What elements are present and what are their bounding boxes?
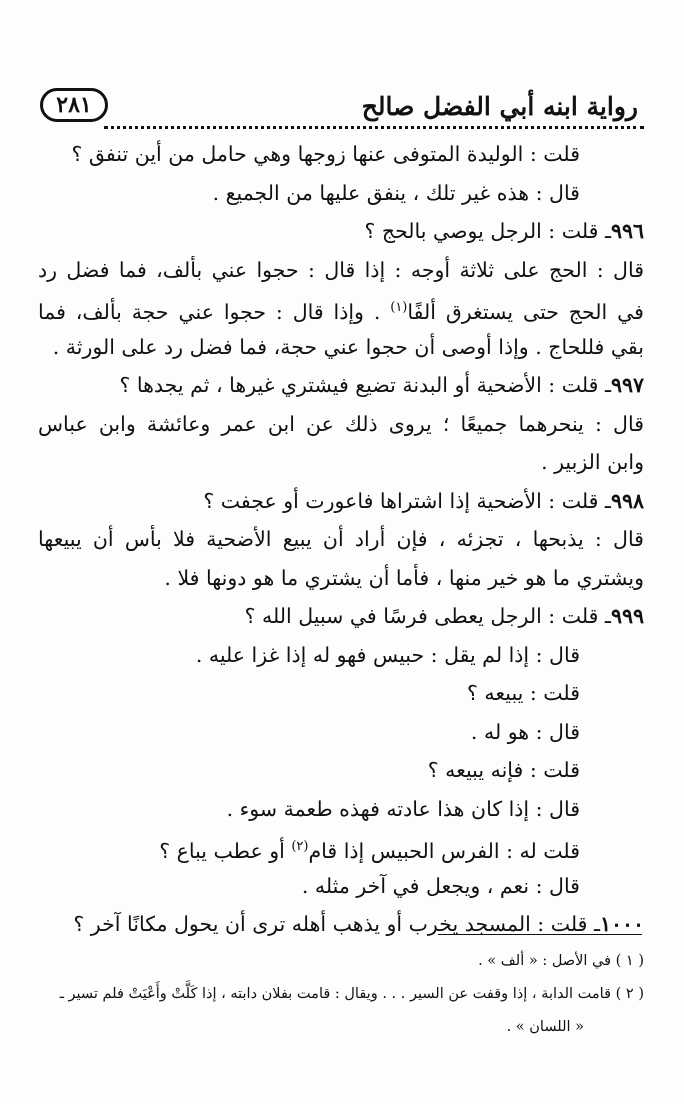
text-line (38, 294, 644, 333)
footnote: « اللسان » . (506, 1019, 584, 1035)
header-divider (104, 126, 644, 129)
question-heading (38, 371, 644, 410)
footnote: ( ١ ) في الأصل : « ألف » . (478, 953, 644, 969)
text-line: قال : هذه غير تلك ، ينفق عليها من الجميع . (212, 180, 580, 205)
running-title: رواية ابنه أبي الفضل صالح (361, 92, 638, 121)
footnotes (38, 950, 644, 1049)
text-line: قلت : فإنه يبيعه ؟ (427, 758, 580, 782)
text-line: قال : نعم ، ويجعل في آخر مثله . (301, 873, 580, 898)
text-line: ويشتري ما هو خير منها ، فأما أن يشتري ما هو دونها فلا . (164, 565, 644, 590)
question-text: ـ قلت : الرجل يوصي بالحج ؟ (364, 219, 611, 243)
text-line: قلت : الوليدة المتوفى عنها زوجها وهي حامل من أين تنفق ؟ (71, 142, 580, 166)
footnote-marker: (١) (390, 300, 408, 315)
main-text (38, 140, 644, 949)
question-text: ـ قلت : الرجل يعطى فرسًا في سبيل الله ؟ (244, 604, 611, 628)
footnote-divider (438, 934, 642, 935)
page-header (40, 86, 644, 130)
text-line: قال : إذا كان هذا عادته فهذه طعمة سوء . (226, 796, 580, 821)
text-line: بقي فللحاج . وإذا أوصى أن حجوا عني حجة، فما فضل رد على الورثة . (52, 334, 644, 359)
text-fragment: قلت له : الفرس الحبيس إذا قام (308, 838, 580, 863)
question-number: ٩٩٧ (610, 373, 644, 397)
footnote: ( ٢ ) قامت الدابة ، إذا وقفت عن السير . . . ويقال : قامت بفلان دابته ، إذا كَلَّتْ وأَعْيَتْ فلم تسير ـ (59, 986, 644, 1002)
question-heading (38, 217, 644, 256)
text-line: وابن الزبير . (541, 450, 644, 474)
question-number: ٩٩٩ (610, 604, 644, 628)
text-fragment: . وإذا قال : حجوا عني حجة بألف، فما (38, 299, 391, 324)
question-number: ٩٩٦ (610, 219, 644, 243)
text-line: قال : الحج على ثلاثة أوجه : إذا قال : حجوا عني بألف، فما فضل رد (38, 257, 644, 282)
text-line: قال : هو له . (470, 719, 580, 744)
text-fragment: أو عطب يباع ؟ (159, 838, 292, 863)
question-text: ـ قلت : الأضحية أو البدنة تضيع فيشتري غيرها ، ثم يجدها ؟ (119, 373, 611, 397)
page-number-badge: ٢٨١ (40, 88, 108, 122)
question-number: ١٠٠٠ (599, 912, 644, 936)
question-heading (38, 910, 644, 949)
text-line: قال : يذبحها ، تجزئه ، فإن أراد أن يبيع الأضحية فلا بأس أن يبيعها (38, 527, 644, 551)
text-line: قلت : يبيعه ؟ (466, 681, 580, 705)
text-line: قال : إذا لم يقل : حبيس فهو له إذا غزا عليه . (195, 642, 580, 667)
text-line (38, 833, 644, 872)
text-fragment: في الحج حتى يستغرق ألفًا (407, 299, 644, 324)
question-text: ـ قلت : الأضحية إذا اشتراها فاعورت أو عجفت ؟ (203, 488, 611, 513)
footnote-marker: (٢) (291, 839, 309, 854)
question-text: ـ قلت : المسجد يخرب أو يذهب أهله ترى أن يحول مكانًا آخر ؟ (73, 912, 600, 936)
question-number: ٩٩٨ (610, 488, 644, 513)
question-heading (38, 487, 644, 526)
question-heading (38, 602, 644, 641)
text-line: قال : ينحرهما جميعًا ؛ يروى ذلك عن ابن عمر وعائشة وابن عباس (38, 411, 644, 436)
